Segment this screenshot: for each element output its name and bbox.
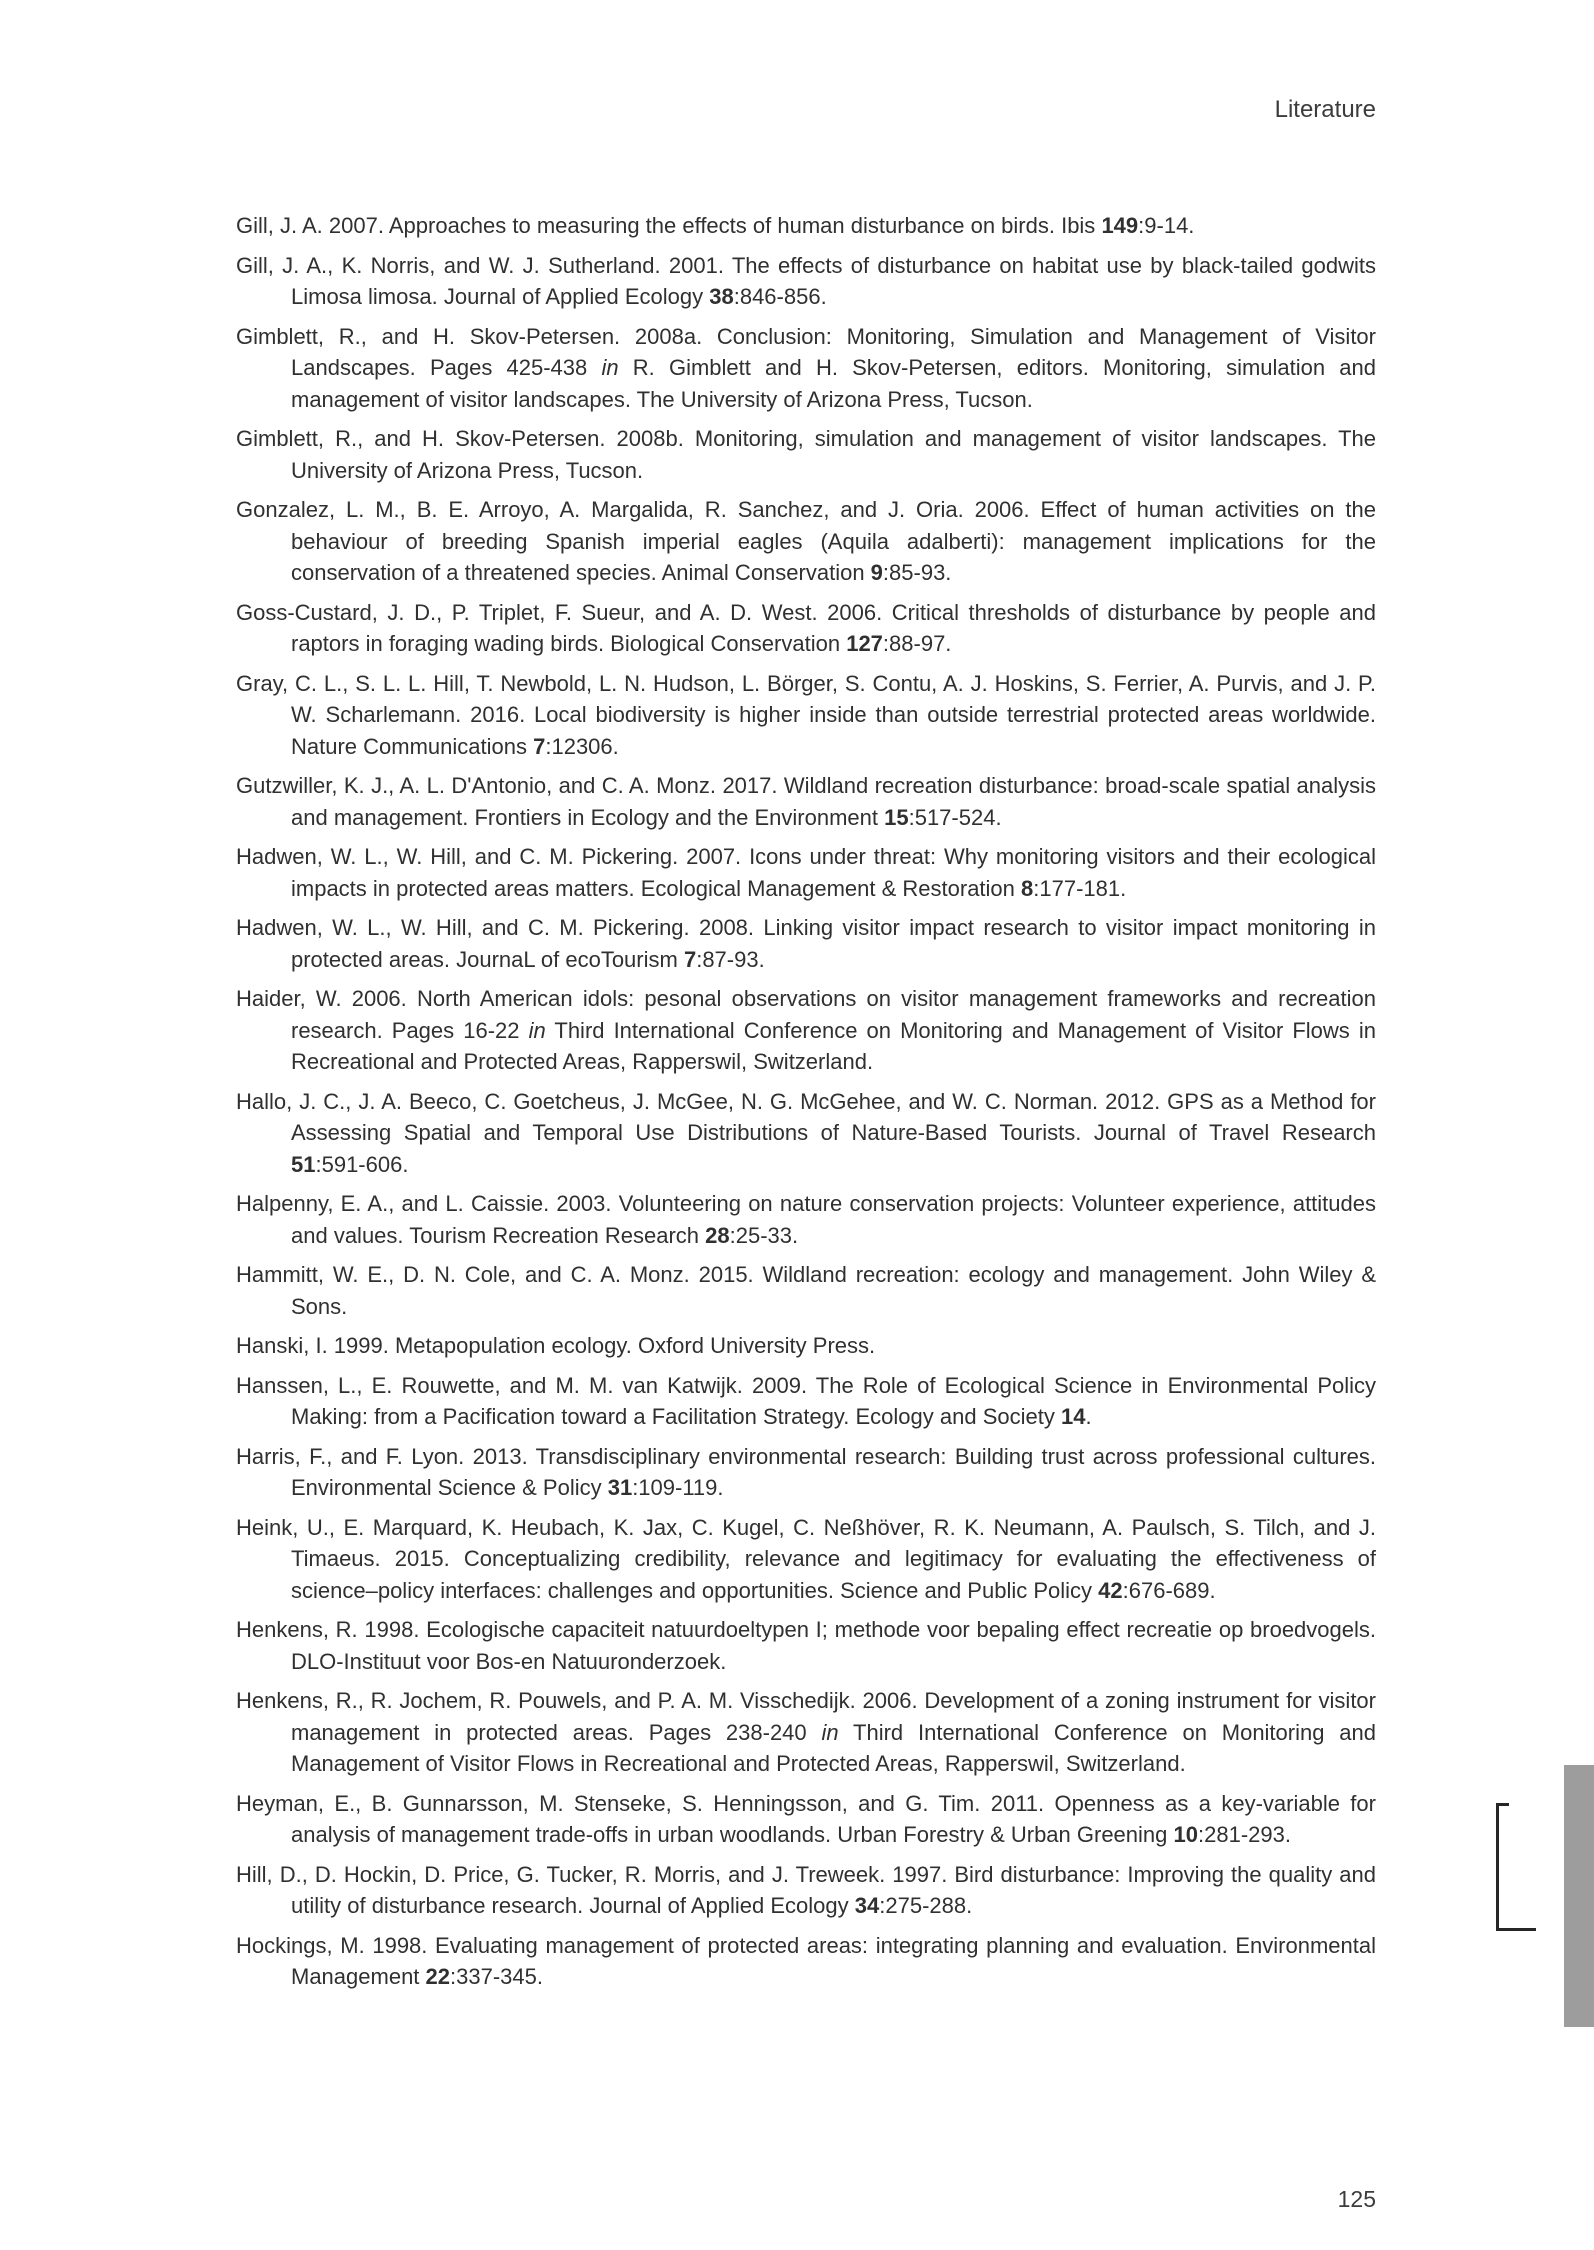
reference-item: Gutzwiller, K. J., A. L. D'Antonio, and C. A. Monz. 2017. Wildland recreation disturbance: broad-scale spatial analysis and management. Frontiers in Ecology and the Environment 15:517-524. [236, 773, 1376, 830]
reference-item: Heink, U., E. Marquard, K. Heubach, K. Jax, C. Kugel, C. Neßhöver, R. K. Neumann, A. Paulsch, S. Tilch, and J. Timaeus. 2015. Conceptualizing credibility, relevance and legitimacy for evaluating the effectiveness of science–policy interfaces: challenges and opportunities. Science and Public Policy 42:676-689. [236, 1514, 1376, 1603]
reference-item: Henkens, R., R. Jochem, R. Pouwels, and P. A. M. Visschedijk. 2006. Development of a zoning instrument for visitor management in protected areas. Pages 238-240 in Third International Conference on Monitoring and Management of Visitor Flows in Recreational and Protected Areas, Rapperswil, Switzerland. [236, 1688, 1376, 1776]
reference-item: Gill, J. A. 2007. Approaches to measuring the effects of human disturbance on birds. Ibis 149:9-14. [236, 213, 1195, 238]
reference-item: Gonzalez, L. M., B. E. Arroyo, A. Margalida, R. Sanchez, and J. Oria. 2006. Effect of human activities on the behaviour of breeding Spanish imperial eagles (Aquila adalberti): management implications for the conservation of a threatened species. Animal Conservation 9:85-93. [236, 497, 1376, 585]
bracket-top-tick [1496, 1803, 1509, 1806]
reference-item: Gimblett, R., and H. Skov-Petersen. 2008b. Monitoring, simulation and management of visitor landscapes. The University of Arizona Press, Tucson. [236, 426, 1376, 483]
reference-list [236, 210, 1376, 2001]
reference-item: Hadwen, W. L., W. Hill, and C. M. Pickering. 2008. Linking visitor impact research to visitor impact monitoring in protected areas. JournaL of ecoTourism 7:87-93. [236, 915, 1376, 972]
reference-item: Goss-Custard, J. D., P. Triplet, F. Sueur, and A. D. West. 2006. Critical thresholds of disturbance by people and raptors in foraging wading birds. Biological Conservation 127:88-97. [236, 599, 1376, 656]
reference-item: Halpenny, E. A., and L. Caissie. 2003. Volunteering on nature conservation projects: Volunteer experience, attitudes and values. Tourism Recreation Research 28:25-33. [236, 1191, 1376, 1248]
reference-item: Hammitt, W. E., D. N. Cole, and C. A. Monz. 2015. Wildland recreation: ecology and management. John Wiley & Sons. [236, 1262, 1376, 1319]
reference-item: Hanski, I. 1999. Metapopulation ecology. Oxford University Press. [236, 1333, 876, 1358]
reference-item: Harris, F., and F. Lyon. 2013. Transdisciplinary environmental research: Building trust across professional cultures. Environmental Science & Policy 31:109-119. [236, 1443, 1376, 1500]
reference-item: Hockings, M. 1998. Evaluating management of protected areas: integrating planning and evaluation. Environmental Management 22:337-345. [236, 1932, 1376, 1989]
reference-item: Hill, D., D. Hockin, D. Price, G. Tucker, R. Morris, and J. Treweek. 1997. Bird disturbance: Improving the quality and utility of disturbance research. Journal of Applied Ecology 34:275-288. [236, 1861, 1376, 1918]
page-number: 125 [1337, 2186, 1376, 2212]
reference-item: Heyman, E., B. Gunnarsson, M. Stenseke, S. Henningsson, and G. Tim. 2011. Openness as a key-variable for analysis of management trade-offs in urban woodlands. Urban Forestry & Urban Greening 10:281-293. [236, 1790, 1376, 1847]
reference-item: Hadwen, W. L., W. Hill, and C. M. Pickering. 2007. Icons under threat: Why monitoring visitors and their ecological impacts in protected areas matters. Ecological Management & Restoration 8:177-181. [236, 844, 1376, 901]
reference-item: Henkens, R. 1998. Ecologische capaciteit natuurdoeltypen I; methode voor bepaling effect recreatie op broedvogels. DLO-Instituut voor Bos-en Natuuronderzoek. [236, 1617, 1376, 1674]
bracket-bottom-line [1496, 1928, 1536, 1931]
reference-item: Gimblett, R., and H. Skov-Petersen. 2008a. Conclusion: Monitoring, Simulation and Management of Visitor Landscapes. Pages 425-438 in R. Gimblett and H. Skov-Petersen, editors. Monitoring, simulation and management of visitor landscapes. The University of Arizona Press, Tucson. [236, 323, 1377, 412]
reference-item: Haider, W. 2006. North American idols: pesonal observations on visitor management frameworks and recreation research. Pages 16-22 in Third International Conference on Monitoring and Management of Visitor Flows in Recreational and Protected Areas, Rapperswil, Switzerland. [236, 986, 1376, 1074]
reference-item: Gill, J. A., K. Norris, and W. J. Sutherland. 2001. The effects of disturbance on habitat use by black-tailed godwits Limosa limosa. Journal of Applied Ecology 38:846-856. [236, 252, 1376, 309]
reference-item: Hanssen, L., E. Rouwette, and M. M. van Katwijk. 2009. The Role of Ecological Science in Environmental Policy Making: from a Pacification toward a Facilitation Strategy. Ecology and Society 14. [236, 1372, 1376, 1429]
chapter-thumb-tab [1564, 1765, 1594, 2027]
reference-item: Gray, C. L., S. L. L. Hill, T. Newbold, L. N. Hudson, L. Börger, S. Contu, A. J. Hoskins, S. Ferrier, A. Purvis, and J. P. W. Scharlemann. 2016. Local biodiversity is higher inside than outside terrestrial protected areas worldwide. Nature Communications 7:12306. [236, 670, 1376, 759]
bracket-vertical-line [1496, 1803, 1499, 1931]
running-header: Literature [1274, 96, 1376, 123]
reference-item: Hallo, J. C., J. A. Beeco, C. Goetcheus, J. McGee, N. G. McGehee, and W. C. Norman. 2012. GPS as a Method for Assessing Spatial and Temporal Use Distributions of Nature-Based Tourists. Journal of Travel Research 51:591-606. [236, 1088, 1376, 1177]
